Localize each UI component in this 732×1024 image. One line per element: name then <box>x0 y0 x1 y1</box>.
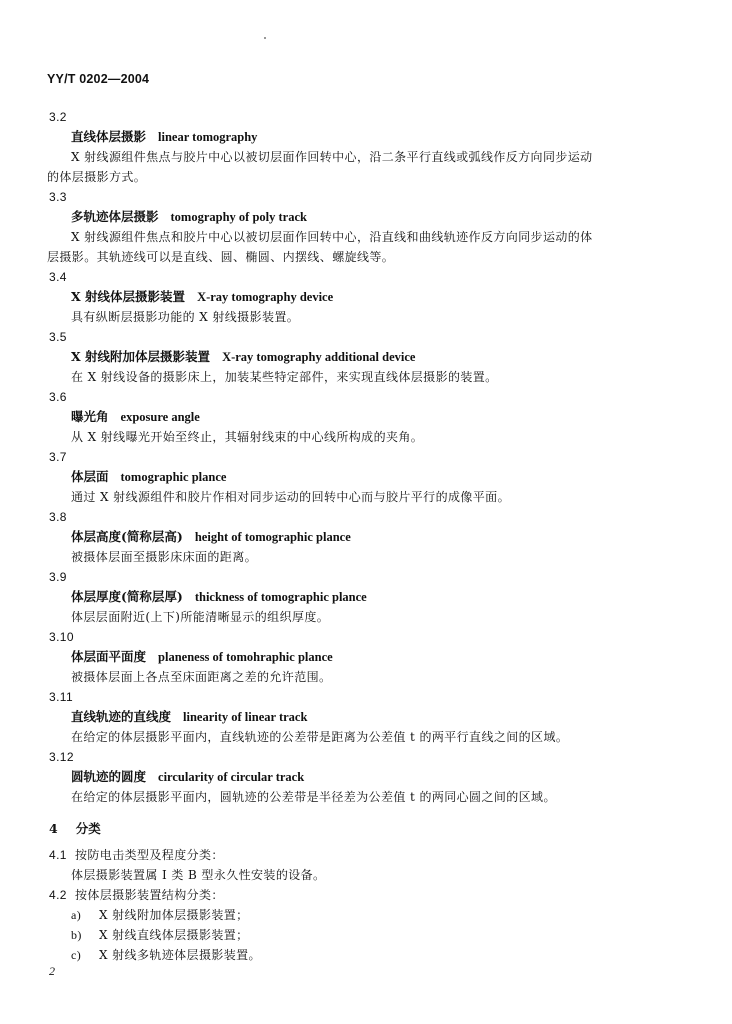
list-item-text: X 射线附加体层摄影装置； <box>99 908 249 922</box>
term-number: 3.7 <box>49 450 67 464</box>
term-number: 3.2 <box>49 110 67 124</box>
term-en: tomography of poly track <box>170 210 307 224</box>
term-number: 3.9 <box>49 570 67 584</box>
term-zh: 曝光角 <box>71 409 109 424</box>
list-item <box>47 945 687 965</box>
subsection-title: 按体层摄影装置结构分类： <box>75 888 224 902</box>
term-number: 3.4 <box>49 270 67 284</box>
list-item <box>47 905 687 925</box>
term-en: planeness of tomohraphic plance <box>158 650 333 664</box>
term-definition-line: 从 X 射线曝光开始至终止，其辐射线束的中心线所构成的夹角。 <box>71 430 424 444</box>
section-number: 4 <box>49 821 58 836</box>
term-definition-line: 体层层面附近(上下)所能清晰显示的组织厚度。 <box>71 610 330 624</box>
term-zh: X 射线附加体层摄影装置 <box>71 349 211 364</box>
term-en: circularity of circular track <box>158 770 305 784</box>
list-item-mark: b) <box>71 928 82 942</box>
list-item-text: X 射线多轨迹体层摄影装置。 <box>99 948 261 962</box>
term-definition-line: 被摄体层面至摄影床床面的距离。 <box>71 550 258 564</box>
scan-speck <box>264 37 266 39</box>
term-en: X-ray tomography device <box>197 290 334 304</box>
term-zh: 体层面 <box>71 469 109 484</box>
term-definition-line: 通过 X 射线源组件和胶片作相对同步运动的回转中心而与胶片平行的成像平面。 <box>71 490 510 504</box>
term-definition-line: 的体层摄影方式。 <box>47 170 147 184</box>
term-zh: 多轨迹体层摄影 <box>71 209 159 224</box>
term-zh: 体层厚度(简称层厚) <box>71 589 183 604</box>
term-number: 3.3 <box>49 190 67 204</box>
term-number: 3.12 <box>49 750 74 764</box>
list-item-text: X 射线直线体层摄影装置； <box>99 928 249 942</box>
term-heading <box>47 127 687 147</box>
term-en: linearity of linear track <box>183 710 308 724</box>
term-heading <box>47 527 687 547</box>
subsection-number: 4.1 <box>49 848 67 862</box>
term-heading <box>47 407 687 427</box>
term-definition-line: X 射线源组件焦点和胶片中心以被切层面作回转中心，沿直线和曲线轨迹作反方向同步运动的体 <box>71 230 593 244</box>
term-definition-line: 具有纵断层摄影功能的 X 射线摄影装置。 <box>71 310 300 324</box>
list-item <box>47 925 687 945</box>
term-zh: 体层面平面度 <box>71 649 147 664</box>
term-definition-line: 层摄影。其轨迹线可以是直线、圆、椭圆、内摆线、螺旋线等。 <box>47 250 395 264</box>
term-definition-line: 在 X 射线设备的摄影床上，加装某些特定部件，来实现直线体层摄影的装置。 <box>71 370 498 384</box>
term-heading <box>47 587 687 607</box>
subsection-title: 按防电击类型及程度分类： <box>75 848 224 862</box>
list-item-mark: a) <box>71 908 82 922</box>
term-en: thickness of tomographic plance <box>194 590 367 604</box>
term-en: X-ray tomography additional device <box>222 350 416 364</box>
term-zh: 体层高度(简称层高) <box>71 529 183 544</box>
term-number: 3.8 <box>49 510 67 524</box>
term-en: linear tomography <box>158 130 258 144</box>
page-number: 2 <box>49 964 55 978</box>
term-definition-line: 在给定的体层摄影平面内，圆轨迹的公差带是半径差为公差值 t 的两同心圆之间的区域。 <box>71 790 556 804</box>
document-body <box>47 107 687 965</box>
subsection-heading <box>47 845 687 865</box>
term-en: height of tomographic plance <box>194 530 351 544</box>
term-number: 3.5 <box>49 330 67 344</box>
list-item-mark: c) <box>71 948 82 962</box>
term-zh: 圆轨迹的圆度 <box>71 769 147 784</box>
term-definition-line: X 射线源组件焦点与胶片中心以被切层面作回转中心，沿二条平行直线或弧线作反方向同步运动 <box>71 150 593 164</box>
term-number: 3.6 <box>49 390 67 404</box>
subsection-number: 4.2 <box>49 888 67 902</box>
section-heading <box>47 819 687 839</box>
term-heading <box>47 647 687 667</box>
term-definition-line: 被摄体层面上各点至床面距离之差的允许范围。 <box>71 670 332 684</box>
section-title: 分类 <box>75 821 101 836</box>
term-zh: 直线轨迹的直线度 <box>71 709 172 724</box>
term-heading <box>47 767 687 787</box>
term-definition-line: 在给定的体层摄影平面内，直线轨迹的公差带是距离为公差值 t 的两平行直线之间的区域。 <box>71 730 569 744</box>
term-number: 3.11 <box>49 690 74 704</box>
term-heading <box>47 287 687 307</box>
subsection-heading <box>47 885 687 905</box>
term-en: exposure angle <box>120 410 200 424</box>
term-heading <box>47 207 687 227</box>
term-heading <box>47 467 687 487</box>
document-code: YY/T 0202—2004 <box>47 72 150 86</box>
term-en: tomographic plance <box>120 470 227 484</box>
term-number: 3.10 <box>49 630 74 644</box>
term-heading <box>47 707 687 727</box>
term-heading <box>47 347 687 367</box>
term-zh: X 射线体层摄影装置 <box>71 289 186 304</box>
term-zh: 直线体层摄影 <box>71 129 147 144</box>
subsection-definition: 体层摄影装置属 Ⅰ 类 B 型永久性安装的设备。 <box>71 868 326 882</box>
